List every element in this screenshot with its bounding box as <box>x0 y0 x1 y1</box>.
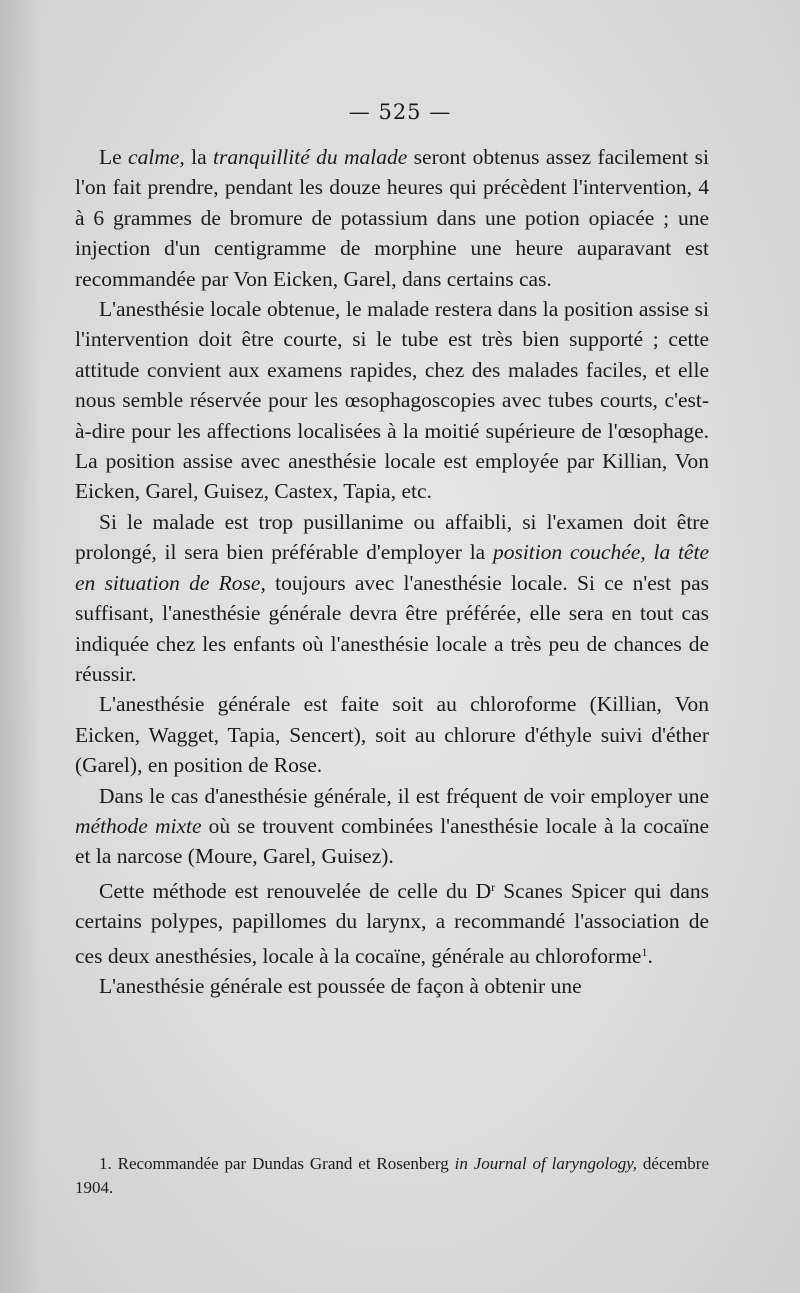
page-number: — 525 — <box>348 100 452 124</box>
text-run: Dans le cas d'anesthésie générale, il est fréquent de voir employer une <box>99 783 709 808</box>
text-run: Si le malade est trop pusillanime ou affaibli, si l'examen doit être prolongé, il sera bien préférable d'employer la <box>75 509 709 565</box>
paragraph <box>75 872 709 971</box>
text-run: Cette méthode est renouvelée de celle du D <box>99 878 492 903</box>
paragraph <box>75 971 709 1001</box>
superscript: 1 <box>641 944 648 959</box>
italic-text: calme, <box>128 145 185 169</box>
text-run: L'anesthésie locale obtenue, le malade restera dans la position assise si l'intervention doit être courte, si le tube est très bien supporté ; cette attitude convient aux examens rapides, chez des malades faciles, et elle nous semble réservée pour les œsophagoscopies avec tubes courts, c'est-à-dire pour les affections localisées à la moitié supérieure de l'œsophage. La position assise avec anesthésie locale est employée par Killian, Von Eicken, Garel, Guisez, Castex, Tapia, etc. <box>75 297 709 504</box>
italic-text: tranquillité du malade <box>213 145 408 169</box>
text-run: L'anesthésie générale est poussée de façon à obtenir une <box>99 973 582 998</box>
italic-text: méthode mixte <box>75 813 202 838</box>
footnote <box>75 1152 709 1200</box>
paragraph <box>75 689 709 780</box>
text-run: décembre 1904. <box>75 1154 709 1197</box>
paragraph <box>75 142 709 294</box>
body-text <box>75 142 709 1001</box>
text-run: L'anesthésie générale est faite soit au chloroforme (Killian, Von Eicken, Wagget, Tapia, Sencert), soit au chlorure d'éthyle suivi d'éther (Garel), en position de Rose. <box>75 692 709 778</box>
paragraph <box>75 781 709 872</box>
text-run: seront obtenus assez facilement si l'on fait prendre, pendant les douze heures qui précèdent l'intervention, 4 à 6 grammes de bromure de potassium dans une potion opiacée ; une injection d'un centigramme de morphine une heure auparavant est recommandée par Von Eicken, Garel, dans certains cas. <box>75 145 709 291</box>
text-run: Le <box>99 145 129 169</box>
text-run: 1. Recommandée par Dundas Grand et Rosenberg <box>99 1154 455 1173</box>
paragraph <box>75 507 709 689</box>
superscript: r <box>491 879 496 894</box>
text-run: toujours avec l'anesthésie locale. Si ce n'est pas suffisant, l'anesthésie générale devra être préférée, elle sera en tout cas indiquée chez les enfants où l'anesthésie locale a très peu de chances de réussir. <box>75 570 710 686</box>
text-run: la <box>184 145 214 169</box>
text-run: . <box>647 943 653 968</box>
italic-text: in Journal of laryngology, <box>454 1154 638 1173</box>
italic-text: position couchée, la tête en situation de Rose, <box>75 540 709 595</box>
text-run: où se trouvent combinées l'anesthésie locale à la cocaïne et la narcose (Moure, Garel, Guisez). <box>75 813 709 869</box>
text-run: Scanes Spicer qui dans certains polypes, papillomes du larynx, a recommandé l'association de ces deux anesthésies, locale à la cocaïne, générale au chloroforme <box>75 878 709 968</box>
paragraph <box>75 294 709 507</box>
